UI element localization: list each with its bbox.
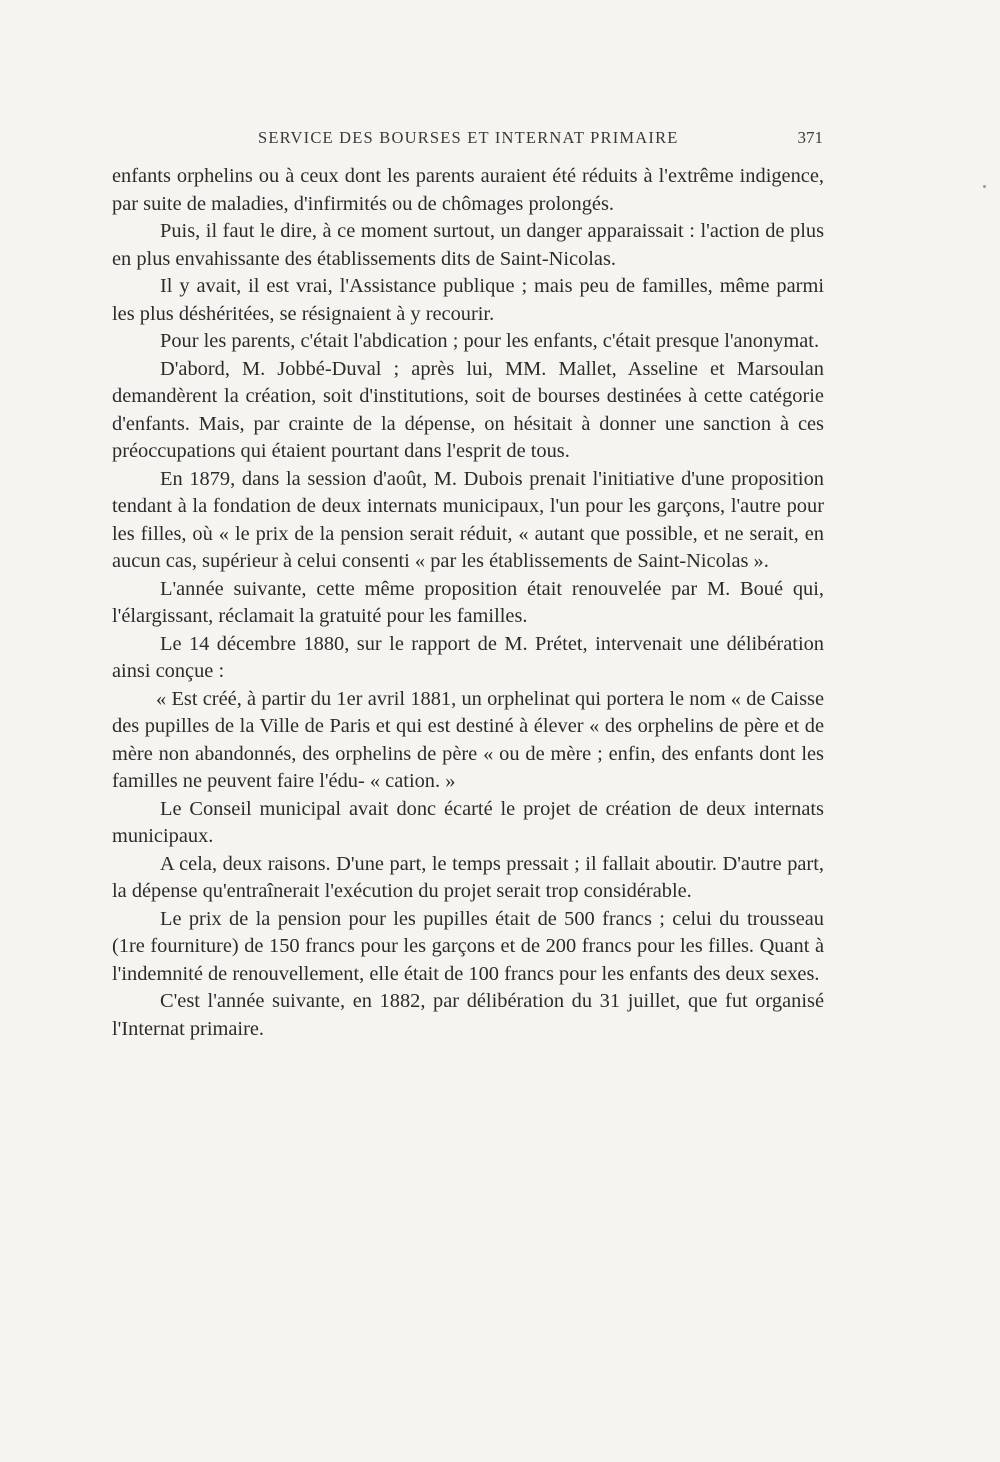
paragraph: Le Conseil municipal avait donc écarté le projet de création de deux internats municipaux. (112, 797, 824, 847)
paragraph: Puis, il faut le dire, à ce moment surtout, un danger apparaissait : l'action de plus en plus envahissante des établissements dits de Saint-Nicolas. (112, 220, 824, 270)
paragraph: Pour les parents, c'était l'abdication ; pour les enfants, c'était presque l'anonymat. (160, 330, 820, 352)
margin-speck (983, 185, 986, 188)
paragraph: Le prix de la pension pour les pupilles était de 500 francs ; celui du trousseau (1re fourniture) de 150 francs pour les garçons et de 200 francs pour les filles. Quant à l'indemnité de renouvellement, elle était de 100 francs pour les enfants des deux sexes. (112, 907, 824, 985)
paragraph: En 1879, dans la session d'août, M. Dubois prenait l'initiative d'une proposition tendant à la fondation de deux internats municipaux, l'un pour les garçons, l'autre pour les filles, où « le prix de la pension serait réduit, « autant que possible, et ne serait, en aucun cas, supérieur à celui consenti « par les établissements de Saint-Nicolas ». (112, 467, 824, 572)
header-title: SERVICE DES BOURSES ET INTERNAT PRIMAIRE (258, 128, 679, 147)
body-text (112, 163, 824, 1043)
paragraph: C'est l'année suivante, en 1882, par délibération du 31 juillet, que fut organisé l'Internat primaire. (112, 990, 824, 1040)
paragraph: Le 14 décembre 1880, sur le rapport de M. Prétet, intervenait une délibération ainsi conçue : (112, 632, 824, 682)
paragraph: Il y avait, il est vrai, l'Assistance publique ; mais peu de familles, même parmi les plus déshéritées, se résignaient à y recourir. (112, 275, 824, 325)
quoted-deliberation: « Est créé, à partir du 1er avril 1881, un orphelinat qui portera le nom « de Caisse des pupilles de la Ville de Paris et qui est destiné à élever « des orphelins de père et de mère non abandonnés, des orphelins de père « ou de mère ; enfin, des enfants dont les familles ne peuvent faire l'édu- « cation. » (112, 687, 824, 792)
paragraph: A cela, deux raisons. D'une part, le temps pressait ; il fallait aboutir. D'autre part, la dépense qu'entraînerait l'exécution du projet serait trop considérable. (112, 852, 824, 902)
paragraph: L'année suivante, cette même proposition était renouvelée par M. Boué qui, l'élargissant, réclamait la gratuité pour les familles. (112, 577, 824, 627)
paragraph: enfants orphelins ou à ceux dont les parents auraient été réduits à l'extrême indigence, par suite de maladies, d'infirmités ou de chômages prolongés. (112, 165, 824, 215)
running-header (258, 128, 823, 158)
paragraph: D'abord, M. Jobbé-Duval ; après lui, MM. Mallet, Asseline et Marsoulan demandèrent la création, soit d'institutions, soit de bourses destinées à cette catégorie d'enfants. Mais, par crainte de la dépense, on hésitait à donner une sanction à ces préoccupations qui étaient pourtant dans l'esprit de tous. (112, 357, 824, 462)
page-number: 371 (797, 128, 823, 147)
